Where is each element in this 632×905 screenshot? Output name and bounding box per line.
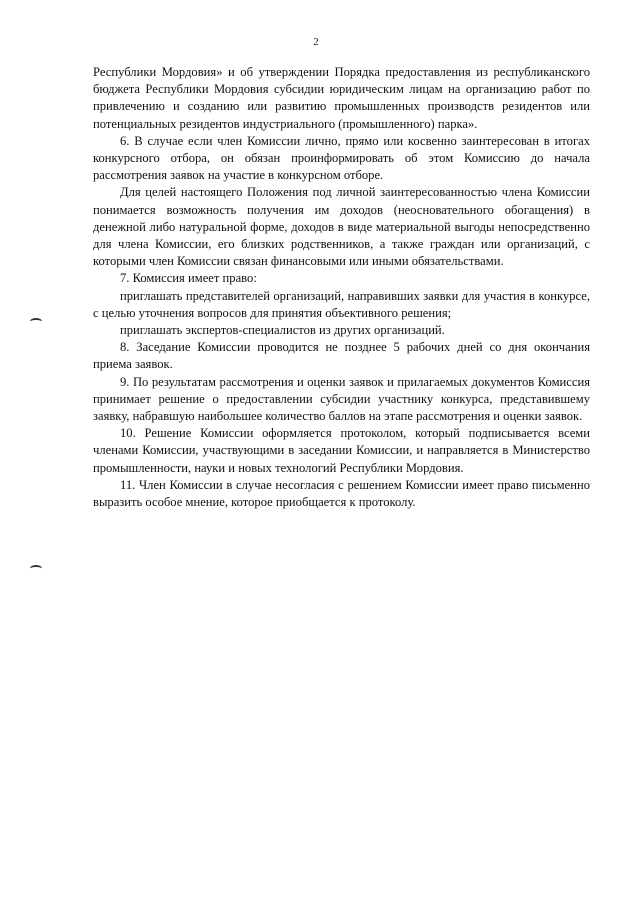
paragraph-right-invite-representatives: приглашать представителей организаций, направивших заявки для участия в конкурсе, с целью уточнения вопросов для принятия объективного решения; (93, 288, 590, 320)
paragraph-continuation: Республики Мордовия» и об утверждении Порядка предоставления из республиканского бюджета Республики Мордовия субсидии юридическим лицам на организацию работ по привлечению и созданию или развитию промышленных производств резидентов или потенциальных резидентов индустриального (промышленного) парка». (93, 65, 590, 131)
paragraph-item-10: 10. Решение Комиссии оформляется протоколом, который подписывается всеми членами Комиссии, участвующими в заседании Комиссии, и направляется в Министерство промышленности, науки и новых технологий Республики Мордовия. (93, 426, 590, 475)
document-body (93, 64, 590, 511)
margin-punch-mark (30, 318, 42, 325)
paragraph-item-9: 9. По результатам рассмотрения и оценки заявок и прилагаемых документов Комиссия принимает решение о предоставлении субсидии участнику конкурса, представившему заявку, набравшую наибольшее количество баллов на этапе рассмотрения и оценки заявок. (93, 374, 590, 424)
paragraph-item-8: 8. Заседание Комиссии проводится не позднее 5 рабочих дней со дня окончания приема заявок. (93, 340, 590, 372)
paragraph-right-invite-experts: приглашать экспертов-специалистов из других организаций. (120, 323, 445, 338)
margin-punch-mark (30, 565, 42, 572)
paragraph-personal-interest-definition: Для целей настоящего Положения под личной заинтересованностью члена Комиссии понимается возможность получения им доходов (неосновательного обогащения) в денежной либо натуральной форме, доходов в виде материальной выгоды непосредственно для члена Комиссии, его близких родственников, а также граждан или организаций, с которыми член Комиссии связан финансовыми или иными обязательствами. (93, 185, 590, 269)
paragraph-item-6: 6. В случае если член Комиссии лично, прямо или косвенно заинтересован в итогах конкурсного отбора, он обязан проинформировать об этом Комиссию до начала рассмотрения заявок на участие в конкурсном отборе. (93, 133, 590, 183)
paragraph-item-7: 7. Комиссия имеет право: (120, 271, 257, 286)
paragraph-item-11: 11. Член Комиссии в случае несогласия с решением Комиссии имеет право письменно выразить особое мнение, которое приобщается к протоколу. (93, 477, 590, 510)
page-number: 2 (313, 36, 319, 48)
